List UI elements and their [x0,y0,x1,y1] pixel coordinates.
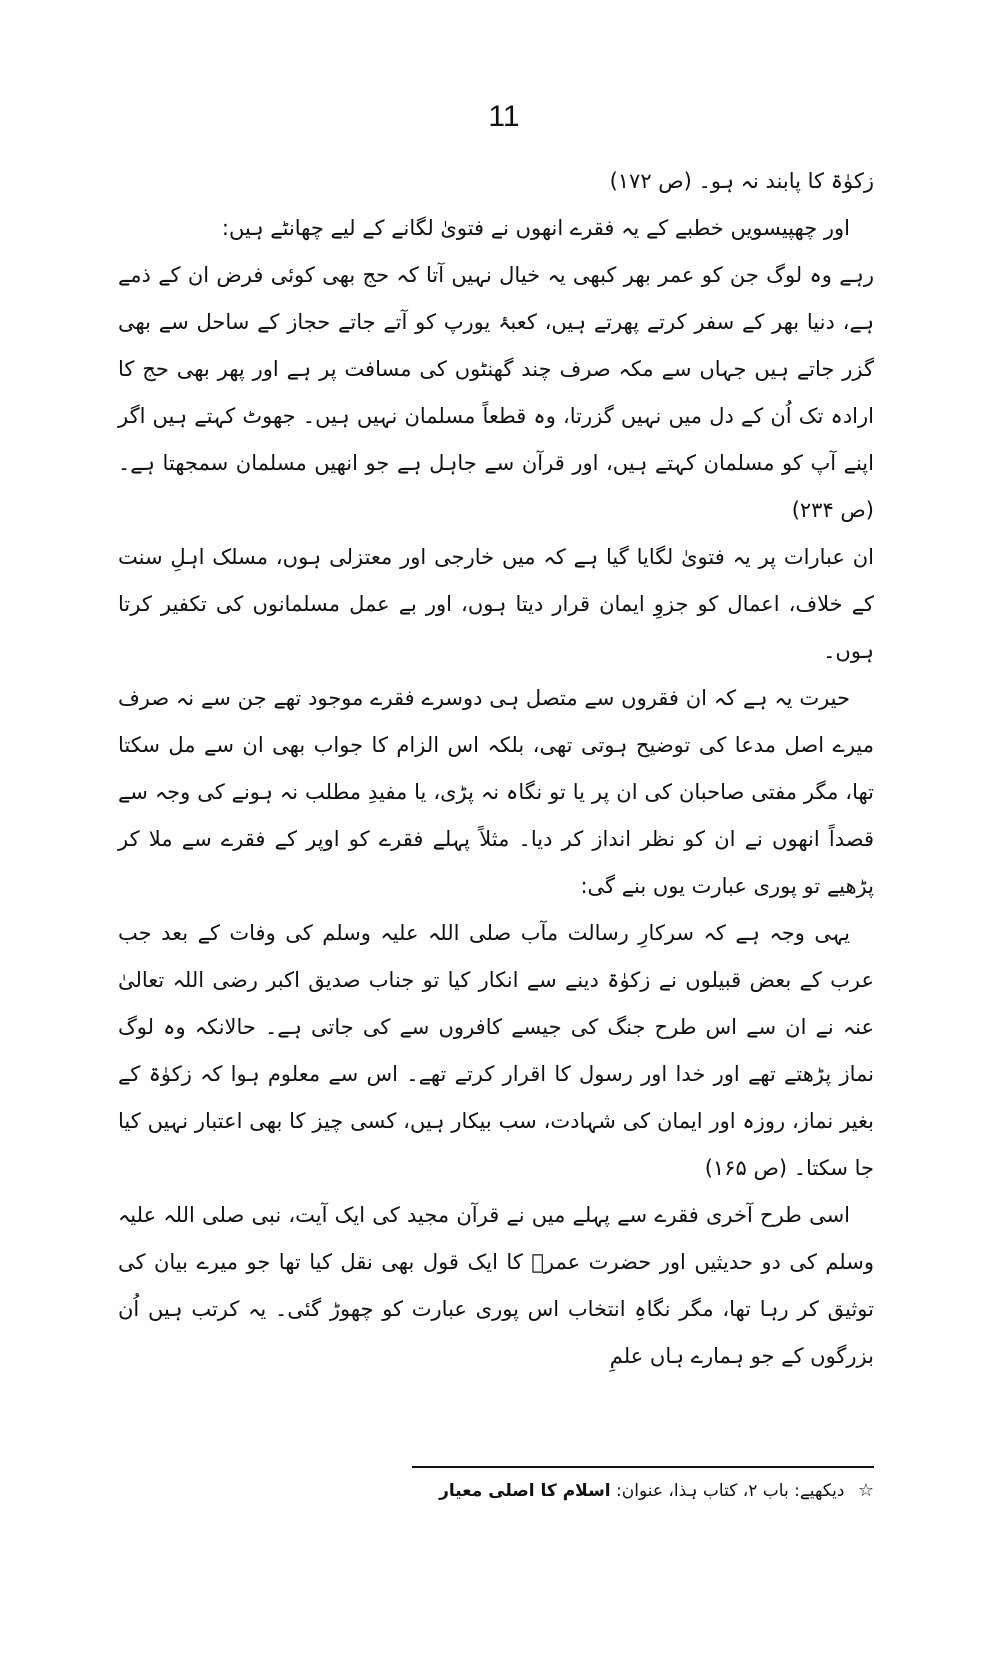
paragraph-7: اسی طرح آخری فقرے سے پہلے میں نے قرآن مجید کی ایک آیت، نبی صلی اللہ علیہ وسلم کی دو حدیثیں اور حضرت عمرؓ کا ایک قول بھی نقل کیا تھا جو میرے بیان کی توثیق کر رہا تھا، مگر نگاہِ انتخاب اس پوری عبارت کو چھوڑ گئی۔ یہ کرتب ہیں اُن بزرگوں کے جو ہمارے ہاں علمِ [118,1203,874,1368]
paragraph-5: حیرت یہ ہے کہ ان فقروں سے متصل ہی دوسرے فقرے موجود تھے جن سے نہ صرف میرے اصل مدعا کی توضیح ہوتی تھی، بلکہ اس الزام کا جواب بھی ان سے مل سکتا تھا، مگر مفتی صاحبان کی ان پر یا تو نگاہ نہ پڑی، یا مفیدِ مطلب نہ ہونے کی وجہ سے قصداً انھوں نے ان کو نظر انداز کر دیا۔ مثلاً پہلے فقرے کو اوپر کے فقرے سے ملا کر پڑھیے تو پوری عبارت یوں بنے گی: [118,686,874,898]
footnote-title: اسلام کا اصلی معیار [439,1481,611,1501]
paragraph-quote-1: رہے وہ لوگ جن کو عمر بھر کبھی یہ خیال نہیں آتا کہ حج بھی کوئی فرض ان کے ذمے ہے، دنیا بھر کے سفر کرتے پھرتے ہیں، کعبۂ یورپ کو آتے جاتے حجاز کے ساحل سے بھی گزر جاتے ہیں جہاں سے مکہ صرف چند گھنٹوں کی مسافت پر ہے اور پھر بھی حج کا ارادہ تک اُن کے دل میں نہیں گزرتا، وہ قطعاً مسلمان نہیں ہیں۔ جھوٹ کہتے ہیں اگر اپنے آپ کو مسلمان کہتے ہیں، اور قرآن سے جاہل ہے جو انھیں مسلمان سمجھتا ہے۔ (ص ۲۳۴) [118,263,874,522]
paragraph-quote-2: یہی وجہ ہے کہ سرکارِ رسالت مآب صلی اللہ علیہ وسلم کی وفات کے بعد جب عرب کے بعض قبیلوں نے زکوٰۃ دینے سے انکار کیا تو جناب صدیق اکبر رضی اللہ تعالیٰ عنہ نے ان سے اس طرح جنگ کی جیسے کافروں سے کی جاتی ہے۔ حالانکہ وہ لوگ نماز پڑھتے تھے اور خدا اور رسول کا اقرار کرتے تھے۔ اس سے معلوم ہوا کہ زکوٰۃ کے بغیر نماز، روزہ اور ایمان کی شہادت، سب بیکار ہیں، کسی چیز کا بھی اعتبار نہیں کیا جا سکتا۔ (ص ۱۶۵) [118,921,874,1180]
body-text [118,158,874,1380]
paragraph-2: اور چھپیسویں خطبے کے یہ فقرے انھوں نے فتویٰ لگانے کے لیے چھانٹے ہیں: [221,216,850,240]
page-number: 11 [488,100,520,133]
footnote-divider [412,1466,874,1468]
footnote-prefix: دیکھیے: باب ۲، کتاب ہذا، عنوان: [616,1481,845,1501]
footnote [412,1476,874,1506]
paragraph-4: ان عبارات پر یہ فتویٰ لگایا گیا ہے کہ میں خارجی اور معتزلی ہوں، مسلک اہلِ سنت کے خلاف، اعمال کو جزوِ ایمان قرار دیتا ہوں، اور بے عمل مسلمانوں کی تکفیر کرتا ہوں۔ [118,545,874,663]
paragraph-1: زکوٰۃ کا پابند نہ ہو۔ (ص ۱۷۲) [609,169,874,193]
star-icon: ☆ [857,1480,874,1501]
